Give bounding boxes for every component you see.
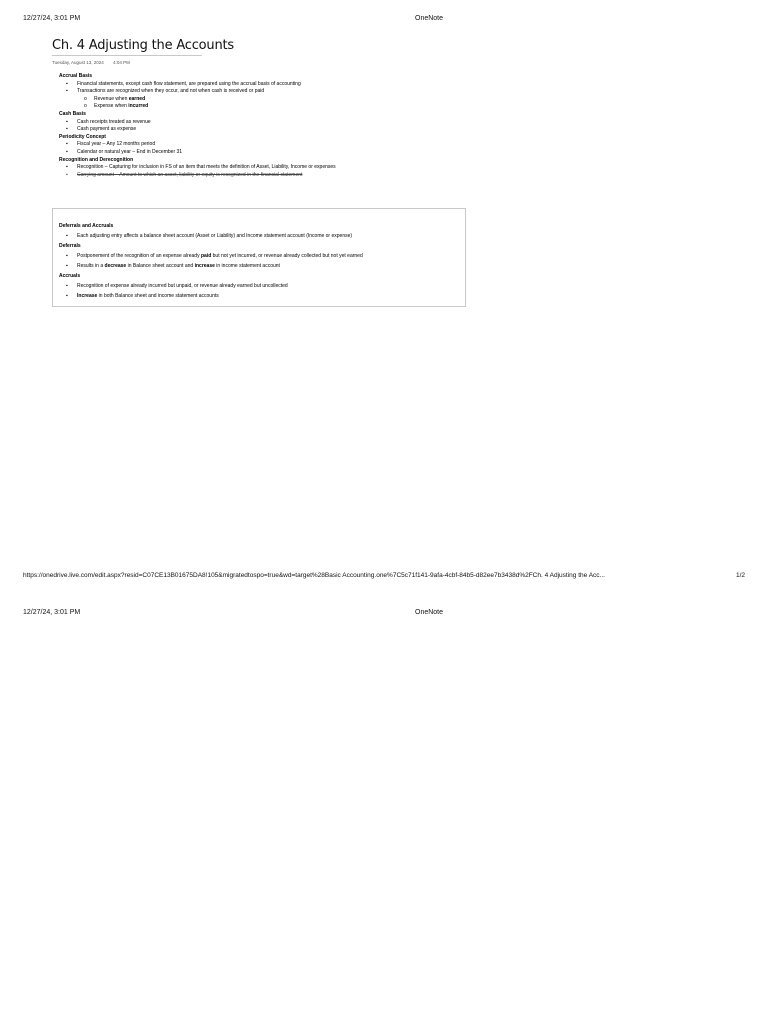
footer-url: https://onedrive.live.com/edit.aspx?resid=C07CE13B01675DA8!105&migratedtospo=true&wd=target%28Basic Accounting.one%7C5c71f141-9afa-4cbf-84b5-d82ee7b3438d%2FCh. 4 Adjusting the Acc... [23, 572, 605, 579]
item-bold: paid [200, 253, 212, 259]
list-item: ▪ Each adjusting entry affects a balance sheet account (Asset or Liability) and Income statement account (Income or expense) [59, 231, 464, 241]
item-text: but not yet incurred, or revenue already collected but not yet earned [211, 253, 363, 259]
item-text: Postponement of the recognition of an expense already [77, 253, 201, 259]
sub-list-item [59, 96, 469, 104]
list-item: ▪ Calendar or natural year – End in December 31 [59, 149, 469, 157]
print-header-app-page2: OneNote [415, 609, 444, 616]
heading-recognition: Recognition and Derecognition [59, 156, 134, 163]
heading-deferrals: Deferrals [59, 243, 81, 249]
list-item-strikethrough: ▪ Carrying amount – Amount to which an asset, liability or equity is recognized in the financial statement [59, 172, 469, 180]
page-date-day: Tuesday, August 13, 2024 [52, 60, 104, 65]
print-header-datetime-page2: 12/27/24, 3:01 PM [23, 609, 81, 616]
list-item: ▪ Cash payment as expense [59, 126, 469, 134]
item-bold: decrease [104, 263, 127, 269]
print-header-app: OneNote [415, 15, 444, 22]
list-item: ▪ Transactions are recognized when they occur, and not when cash is received or paid [59, 88, 469, 96]
item-bold: Increase [77, 293, 98, 299]
heading-periodicity: Periodicity Concept [59, 133, 106, 140]
item-text: in Balance sheet account and [126, 263, 195, 269]
item-text: in both Balance sheet and income statement accounts [97, 293, 219, 299]
list-item [59, 291, 464, 301]
list-item [59, 251, 464, 261]
item-text: in income statement account [214, 263, 280, 269]
item-text: Results in a [77, 263, 105, 269]
heading-accruals: Accruals [59, 273, 81, 279]
boxed-notes-body [59, 221, 464, 301]
heading-accrual-basis: Accrual Basis [59, 73, 93, 79]
page-date [52, 60, 138, 65]
page-date-time: 4:04 PM [113, 60, 130, 65]
list-item [59, 261, 464, 271]
list-item: ▪ Fiscal year – Any 12 months period [59, 141, 469, 149]
sub-item-text: Revenue when [94, 95, 129, 102]
sub-list-item [59, 103, 469, 111]
sub-item-bold: incurred [128, 103, 149, 110]
footer-page-number: 1/2 [736, 572, 746, 579]
page-title: Ch. 4 Adjusting the Accounts [52, 38, 202, 56]
notes-body [59, 73, 469, 179]
list-item: ▪ Recognition of expense already incurred but unpaid, or revenue already earned but uncollected [59, 281, 464, 291]
list-item: ▪ Recognition – Capturing for inclusion in FS of an item that meets the definition of Asset, Liability, Income or expenses [59, 164, 469, 172]
heading-cash-basis: Cash Basis [59, 110, 86, 117]
list-item: ▪ Cash receipts treated as revenue [59, 119, 469, 127]
sub-item-text: Expense when [94, 103, 129, 110]
item-bold: increase [194, 263, 215, 269]
heading-deferrals-accruals: Deferrals and Accruals [59, 223, 114, 229]
sub-item-bold: earned [128, 95, 146, 102]
print-header-datetime: 12/27/24, 3:01 PM [23, 15, 81, 22]
list-item: ▪ Financial statements, except cash flow statement, are prepared using the accrual basis of accounting [59, 81, 469, 89]
